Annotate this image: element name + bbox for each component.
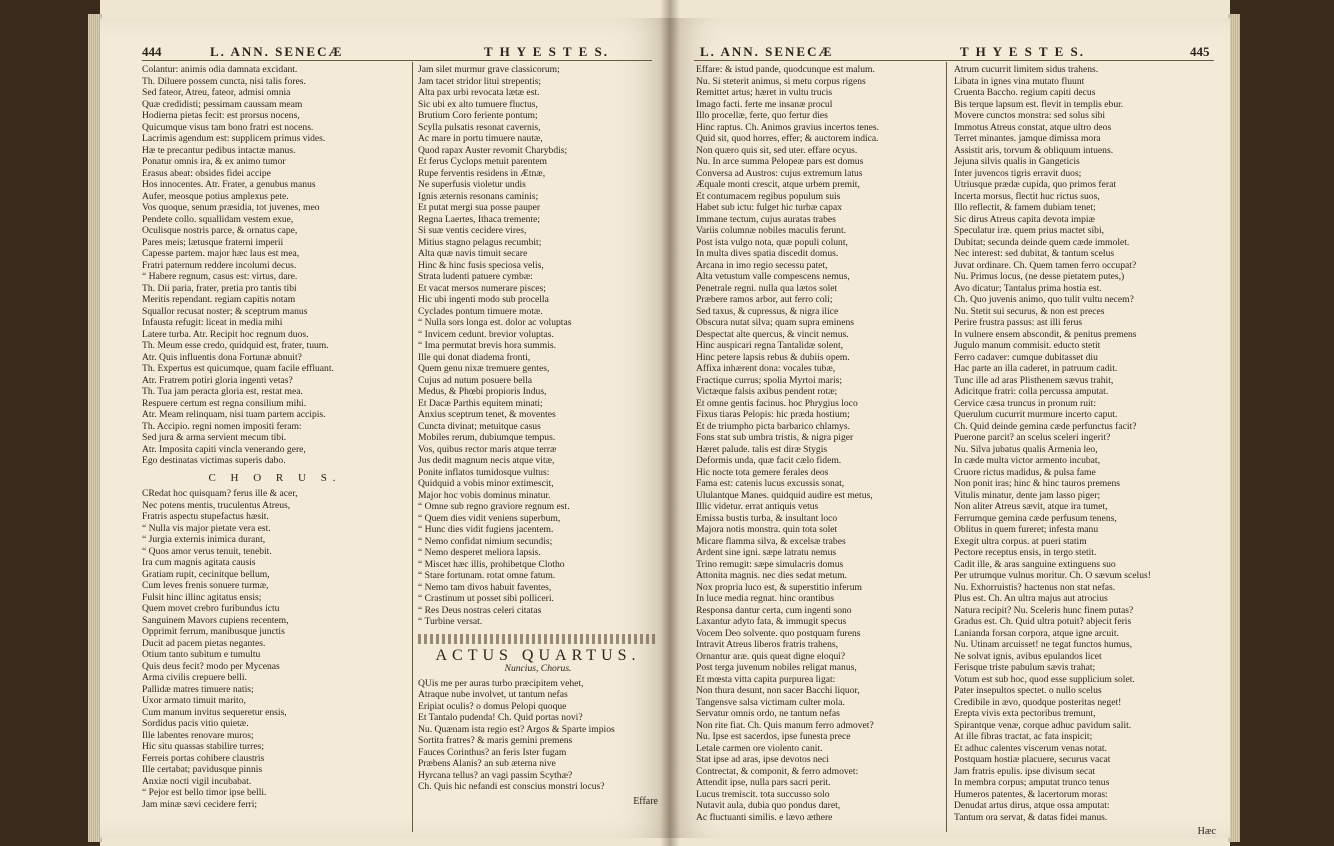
- verse-line: Et vacat mersos numerare pisces;: [418, 282, 546, 294]
- verse-line: Th. Diluere possem cuncta, nisi talis fores.: [142, 75, 306, 87]
- verse-line: Majora notis monstra. quin tota solet: [696, 524, 838, 535]
- verse-line: Uxor armato timuit marito,: [142, 695, 246, 706]
- verse-line: Erepta vivis exta pectoribus tremunt,: [954, 708, 1096, 719]
- verse-line: Ch. Quo juvenis animo, quo tulit vultu necem?: [954, 294, 1134, 305]
- verse-line: Cervice cæsa truncus in pronum ruit:: [954, 397, 1097, 409]
- verse-line: Quem genu nixæ tremuere gentes,: [418, 363, 550, 374]
- verse-line: Perire frustra passus: ast illi ferus: [954, 317, 1083, 328]
- verse-line: Cujus ad nutum posuere bella: [418, 374, 533, 386]
- verse-line: QUis me per auras turbo præcipitem vehet,: [418, 677, 584, 689]
- verse-line: Rupe ferventis residens in Ætnæ,: [418, 167, 546, 179]
- left-column-2: [418, 64, 658, 807]
- verse-line: Quod rapax Auster revomit Charybdis;: [418, 144, 568, 156]
- verse-line: “ Ima permutat brevis hora summis.: [418, 340, 557, 351]
- verse-line: CRedat hoc quisquam? ferus ille & acer,: [142, 488, 298, 499]
- verse-line: Fratris aspectu stupefactus hæsit.: [142, 511, 269, 522]
- verse-line: Th. Tua jam peracta gloria est, restat mea.: [142, 386, 303, 397]
- verse-line: Alta pax urbi revocata lætæ est.: [418, 87, 540, 98]
- verse-line: Cum manum invitus sequeretur ensis,: [142, 706, 287, 718]
- verse-line: Atraque nube involvet, ut tantum nefas: [418, 689, 568, 700]
- verse-line: Medus, & Phœbi propioris Indus,: [418, 386, 547, 397]
- book-cover-left: [0, 0, 100, 846]
- verse-line: “ Quem dies vidit veniens superbum,: [418, 512, 561, 524]
- verse-line: Et putat mergi sua posse pauper: [418, 202, 541, 213]
- verse-line: Habet sub ictu: fulget hic turbæ capax: [696, 202, 842, 213]
- verse-line: Ducit ad pacem pietas negantes.: [142, 637, 266, 649]
- right-head-rule: [694, 60, 1214, 61]
- verse-line: Nu. Stetit sui securus, & non est preces: [954, 305, 1105, 317]
- verse-line: Th. Expertus est quicumque, quam facile effluant.: [142, 363, 334, 374]
- verse-line: Atr. Imposita capiti vincla venerando gere,: [142, 443, 306, 455]
- verse-line: Illic videtur. errat antiquis vetus: [696, 501, 819, 512]
- verse-line: Avo dicatur; Tantalus prima hostia est.: [954, 282, 1102, 294]
- right-col2-lines: [954, 64, 1216, 823]
- verse-line: Bis terque lapsum est. flevit in templis ebur.: [954, 98, 1124, 110]
- verse-line: Opprimit ferrum, manibusque junctis: [142, 626, 285, 637]
- verse-line: Ac mare in portu timuere nautæ,: [418, 133, 543, 144]
- verse-line: Post terga juvenum nobiles religat manus,: [696, 662, 857, 673]
- verse-line: “ Stare fortunam. rotat omne fatum.: [418, 570, 556, 581]
- verse-line: Gratiam rupit, cecinitque bellum,: [142, 568, 270, 580]
- verse-line: Et omne gentis facinus. hoc Phrygius loco: [696, 397, 858, 409]
- verse-line: Præbens Alanis? an sub æterna nive: [418, 758, 556, 769]
- verse-line: Ferisque triste pabulum sævis trahat;: [954, 662, 1096, 673]
- verse-line: Th. Dii paria, frater, pretia pro tantis tibi: [142, 282, 297, 294]
- verse-line: Cruenta Baccho. regium capiti decus: [954, 87, 1096, 98]
- verse-line: Atr. Quis influentis dona Fortunæ abnuit?: [142, 351, 302, 363]
- verse-line: Respuere certum est regna consilium mihi.: [142, 397, 307, 409]
- chorus-heading: C H O R U S.: [208, 471, 342, 484]
- verse-line: Th. Accipio. regni nomen impositi feram:: [142, 420, 302, 432]
- verse-line: Nu. Si steterit animus, si metu corpus rigens: [696, 75, 866, 87]
- verse-line: Sic dirus Atreus capita devota impiæ: [954, 213, 1095, 225]
- verse-line: Squallor recusat noster; & sceptrum manus: [142, 305, 308, 317]
- verse-line: Denudat artus dirus, atque ossa amputat:: [954, 800, 1110, 811]
- verse-line: Fractique currus; spolia Myrtoi maris;: [696, 374, 843, 386]
- verse-line: Per utrumque vulnus moritur. Ch. O sævum scelus!: [954, 570, 1151, 581]
- verse-line: Nu. Silva jubatus qualis Armenia leo,: [954, 443, 1098, 455]
- verse-line: Ferro cadaver: cumque dubitasset diu: [954, 351, 1098, 363]
- verse-line: Latere turba. Atr. Recipit hoc regnum duos.: [142, 328, 309, 340]
- book-cover-right: [1230, 0, 1334, 846]
- verse-line: Lanianda forsan corpora, atque igne arcuit.: [954, 627, 1119, 639]
- verse-line: Fons stat sub umbra tristis, & nigra piger: [696, 432, 854, 443]
- verse-line: Pares meis; lætusque fraterni imperii: [142, 236, 284, 248]
- verse-line: Et Dacæ Parthis equitem minati;: [418, 397, 543, 409]
- verse-line: Ferreis portas cohibere claustris: [142, 752, 265, 764]
- verse-line: “ Nemo desperet meliora lapsis.: [418, 547, 541, 558]
- verse-line: Humeros patentes, & lacertorum moras:: [954, 788, 1108, 800]
- verse-line: Cadit ille, & aras sanguine extinguens suo: [954, 558, 1116, 570]
- verse-line: Pater insepultos spectet. o nullo scelus: [954, 685, 1102, 696]
- verse-line: “ Jurgia externis inimica durant,: [142, 534, 266, 545]
- verse-line: Hinc auspicari regna Tantalidæ solent,: [696, 340, 844, 351]
- verse-line: Spirantque venæ, corque adhuc pavidum salit.: [954, 719, 1132, 731]
- verse-line: Lacrimis agendum est: supplicem primus vides.: [142, 133, 326, 144]
- verse-line: Alta vetustum valle compescens nemus,: [696, 271, 850, 282]
- verse-line: Affixa inhærent dona: vocales tubæ,: [696, 363, 836, 374]
- verse-line: “ Omne sub regno graviore regnum est.: [418, 501, 570, 512]
- verse-line: At ille fibras tractat, ac fata inspicit;: [954, 731, 1093, 742]
- verse-line: Hic nocte tota gemere ferales deos: [696, 466, 829, 478]
- verse-line: Nu. Quænam ista regio est? Argos & Sparte impios: [418, 723, 615, 735]
- left-folio: 444: [142, 44, 162, 59]
- verse-line: “ Pejor est bello timor ipse belli.: [142, 787, 267, 798]
- verse-line: Puerone parcit? an scelus sceleri ingerit?: [954, 432, 1111, 443]
- right-column-1: [696, 64, 942, 823]
- verse-line: Ornantur aræ. quis queat digne eloqui?: [696, 650, 846, 662]
- verse-line: Hic ubi ingenti modo sub procella: [418, 294, 549, 305]
- verse-line: Deformis unda, quæ facit cælo fidem.: [696, 455, 842, 466]
- verse-line: Non rite fiat. Ch. Quis manum ferro admovet?: [696, 719, 874, 731]
- verse-line: Micare flamma silva, & excelsæ trabes: [696, 535, 846, 547]
- verse-line: Mitius stagno pelagus recumbit;: [418, 236, 542, 248]
- verse-line: Speculatur iræ. quem prius mactet sibi,: [954, 225, 1105, 236]
- verse-line: Jejuna silvis qualis in Gangeticis: [954, 156, 1080, 167]
- right-column-rule: [946, 62, 947, 832]
- verse-line: Eripiat oculis? o domus Pelopi quoque: [418, 700, 567, 712]
- verse-line: Obscura nutat silva; quam supra eminens: [696, 317, 854, 328]
- right-running-head: L. ANN. SENECÆ: [700, 44, 834, 59]
- verse-line: Si suæ ventis cecidere vires,: [418, 225, 527, 236]
- verse-line: Pendete collo. squallidam vestem exue,: [142, 213, 294, 225]
- verse-line: “ Quos amor verus tenuit, tenebit.: [142, 545, 272, 557]
- verse-line: Hyrcana tellus? an vagi passim Scythæ?: [418, 769, 573, 781]
- verse-line: Aufer, meosque potius amplexus pete.: [142, 190, 289, 202]
- verse-line: “ Res Deus nostras celeri citatas: [418, 604, 542, 616]
- verse-line: Hodierna pietas fecit: est prorsus nocens,: [142, 110, 300, 121]
- verse-line: Alta quæ navis timuit secare: [418, 248, 528, 259]
- verse-line: Nutavit aula, dubia quo pondus daret,: [696, 800, 841, 811]
- verse-line: Nu. Primus locus, (ne desse pietatem putes,): [954, 271, 1125, 282]
- verse-line: Præbere ramos arbor, aut ferro coli;: [696, 294, 833, 305]
- verse-line: Fulsit hinc illinc agitatus ensis;: [142, 591, 262, 603]
- verse-line: Movere cunctos monstra: sed solus sibi: [954, 110, 1106, 121]
- verse-line: Cuncta divinat; metuitque casus: [418, 420, 541, 432]
- verse-line: Libata in ignes vina mutato fluunt: [954, 75, 1085, 87]
- verse-line: Quicumque visus tam bono fratri est nocens.: [142, 121, 314, 133]
- verse-line: Illo reflectit, & famem dubiam tenet;: [954, 202, 1096, 213]
- verse-line: Sordidus pacis vitio quietæ.: [142, 718, 249, 729]
- verse-line: Nu. Ipse est sacerdos, ipse funesta prece: [696, 731, 851, 742]
- verse-line: “ Crastinum ut posset sibi polliceri.: [418, 593, 554, 604]
- verse-line: Adicitque fratri: colla percussa amputat.: [954, 386, 1109, 397]
- verse-line: “ Habere regnum, casus est: virtus, dare.: [142, 271, 298, 282]
- verse-line: Infausta refugit: liceat in media mihi: [142, 317, 283, 328]
- verse-line: Conversa ad Austros: cujus extremum latus: [696, 167, 863, 179]
- verse-line: Tunc ille ad aras Plisthenem sævus trahit,: [954, 374, 1114, 386]
- verse-line: Laxantur adyto fata, & immugit specus: [696, 616, 847, 627]
- verse-line: Ego destinatas victimas superis dabo.: [142, 455, 286, 466]
- verse-line: Nu. In arce summa Pelopeæ pars est domus: [696, 156, 864, 167]
- verse-line: Hinc & hinc fusis speciosa velis,: [418, 259, 544, 271]
- verse-line: Intravit Atreus liberos fratris trahens,: [696, 639, 838, 650]
- verse-line: Nox propria luco est, & superstitio inferum: [696, 581, 862, 593]
- ornament-band: [418, 634, 658, 644]
- verse-line: Gradus est. Ch. Quid ultra potuit? abjecit feris: [954, 616, 1132, 627]
- verse-line: Atr. Meam relinquam, nisi tuam partem accipis.: [142, 409, 326, 420]
- verse-line: Ardent sine igni. sæpe latratu nemus: [696, 547, 837, 558]
- verse-line: Mobiles rerum, dubiumque tempus.: [418, 432, 556, 443]
- verse-line: Strata ludenti patuere cymbæ:: [418, 271, 533, 282]
- verse-line: Variis columnæ nobiles maculis ferunt.: [696, 225, 847, 236]
- left-col2b-lines: [418, 678, 658, 793]
- verse-line: Jam fratris epulis. ipse divisum secat: [954, 765, 1096, 777]
- actus-heading: ACTUS QUARTUS.: [435, 646, 641, 664]
- verse-line: Immotus Atreus constat, atque ultro deos: [954, 121, 1112, 133]
- verse-line: Ponite inflatos tumidosque vultus:: [418, 466, 550, 478]
- verse-line: Pallidæ matres timuere natis;: [142, 683, 254, 695]
- verse-line: In luce media regnat. hinc orantibus: [696, 593, 834, 604]
- verse-line: Responsa dantur certa, cum ingenti sono: [696, 604, 852, 616]
- verse-line: Imago facti. ferte me insanæ procul: [696, 98, 833, 110]
- left-catchword: Effare: [633, 795, 658, 807]
- verse-line: Natura recipit? Nu. Sceleris hunc finem putas?: [954, 604, 1134, 616]
- verse-line: Quidquid a vobis minor extimescit,: [418, 478, 554, 489]
- verse-line: Ponatur omnis ira, & ex animo tumor: [142, 156, 286, 167]
- verse-line: Capesse partem. major hæc laus est mea,: [142, 248, 300, 259]
- verse-line: Non ponit iras; hinc & hinc tauros premens: [954, 478, 1120, 489]
- book-gutter: [660, 0, 680, 846]
- verse-line: Penetrale regni. nulla qua lætos solet: [696, 282, 838, 294]
- verse-line: Plus est. Ch. An ultra majus aut atrocius: [954, 593, 1108, 604]
- verse-line: In membra corpus; amputat trunco tenus: [954, 777, 1110, 788]
- verse-line: Immane tectum, cujus auratas trabes: [696, 213, 836, 225]
- verse-line: Assistit aris, torvum & obliquum intuens.: [954, 144, 1114, 156]
- verse-line: Hæret palude. talis est diræ Stygis: [696, 443, 828, 455]
- verse-line: Ch. Quis hic nefandi est conscius monstri locus?: [418, 781, 605, 792]
- verse-line: Arcana in imo regio secessu patet,: [696, 259, 828, 271]
- verse-line: Ignis æternis resonans caminis;: [418, 190, 539, 202]
- verse-line: Post ista vulgo nota, quæ populi colunt,: [696, 236, 848, 248]
- verse-line: Scylla pulsatis resonat cavernis,: [418, 121, 541, 133]
- verse-line: Th. Meum esse credo, quidquid est, frater, tuum.: [142, 340, 329, 351]
- verse-line: Fratri paternum reddere incolumi decus.: [142, 259, 297, 271]
- verse-line: Effare: & istud pande, quodcunque est malum.: [696, 64, 875, 75]
- left-col2-lines: [418, 64, 658, 628]
- verse-line: Quem movet crebro furibundus ictu: [142, 603, 280, 614]
- verse-line: Letale carmen ore violento canit.: [696, 742, 823, 754]
- verse-line: Sed jura & arma servient mecum tibi.: [142, 432, 287, 443]
- verse-line: Jam silet murmur grave classicorum;: [418, 64, 560, 75]
- verse-line: “ Turbine versat.: [418, 616, 483, 627]
- verse-line: Stat ipse ad aras, ipse devotos neci: [696, 754, 829, 765]
- verse-line: Quid sit, quod horres, effer; & auctorem indica.: [696, 133, 879, 144]
- verse-line: Sanguinem Mavors cupiens recentem,: [142, 614, 289, 626]
- verse-line: “ Invicem cedunt. brevior voluptas.: [418, 328, 554, 340]
- verse-line: Arma civilis crepuere belli.: [142, 672, 247, 683]
- verse-line: Quæ credidisti; pessimam caussam meam: [142, 98, 303, 110]
- verse-line: Major hoc vobis dominus minatur.: [418, 489, 551, 501]
- verse-line: Inter juvencos tigris erravit duos;: [954, 167, 1082, 179]
- verse-line: Querulum cucurrit murmure incerto caput.: [954, 409, 1118, 420]
- verse-line: “ Nemo confidat nimium secundis;: [418, 535, 553, 547]
- verse-line: Victæque falsis axibus pendent rotæ;: [696, 386, 838, 397]
- verse-line: Attonita magnis. nec dies sedat metum.: [696, 570, 848, 581]
- left-running-head-title: T H Y E S T E S.: [484, 44, 609, 59]
- verse-line: In cæde multa victor armento incubat,: [954, 455, 1100, 466]
- verse-line: Dubitat; secunda deinde quem cæde immolet.: [954, 236, 1130, 248]
- verse-line: Sed taxus, & cupressus, & nigra ilice: [696, 305, 839, 317]
- verse-line: Vos, quibus rector maris atque terræ: [418, 443, 557, 455]
- left-head-rule: [142, 60, 652, 61]
- right-running-head-title: T H Y E S T E S.: [960, 44, 1085, 59]
- verse-line: Emissa bustis turba, & insultant loco: [696, 512, 838, 524]
- verse-line: Æquale monti crescit, atque urbem premit,: [696, 179, 860, 190]
- verse-line: Non thura desunt, non sacer Bacchi liquor,: [696, 685, 860, 696]
- verse-line: “ Hunc dies vidit fugiens jacentem.: [418, 524, 554, 535]
- left-running-head: L. ANN. SENECÆ: [210, 44, 344, 59]
- verse-line: Ch. Quid deinde gemina cæde perfunctus facit?: [954, 420, 1137, 432]
- right-page: [670, 18, 1230, 838]
- verse-line: Ille certabat; pavidusque pinnis: [142, 764, 263, 775]
- verse-line: Exegit ultra corpus. at pueri statim: [954, 535, 1087, 547]
- verse-line: Nu. Utinam arcuisset! ne tegat functos humus,: [954, 639, 1132, 650]
- verse-line: Hinc raptus. Ch. Animos gravius incertos tenes.: [696, 121, 880, 133]
- verse-line: In vulnere ensem abscondit, & penitus premens: [954, 328, 1137, 340]
- verse-line: Meritis rependant. regiam capitis notam: [142, 294, 296, 305]
- right-col1-lines: [696, 64, 942, 823]
- verse-line: Trino remugit: sæpe simulacris domus: [696, 558, 844, 570]
- verse-line: Contrectat, & componit, & ferro admovet:: [696, 765, 859, 777]
- verse-line: Anxiæ nocti vigil incubabat.: [142, 775, 252, 787]
- verse-line: Sortita fratres? & maris gemini premens: [418, 735, 573, 746]
- left-col1-lines: [142, 64, 408, 467]
- verse-line: Cum leves frenis sonuere turmæ,: [142, 580, 269, 591]
- verse-line: Vitulis minatur, dente jam lasso piger;: [954, 489, 1101, 501]
- verse-line: Jam tacet stridor litui strepentis;: [418, 75, 542, 87]
- verse-line: Juvat ordinare. Ch. Quem tamen ferro occupat?: [954, 259, 1137, 271]
- verse-line: Ille labentes renovare muros;: [142, 729, 254, 741]
- verse-line: Jam minæ sævi cecidere ferri;: [142, 798, 258, 810]
- verse-line: Et contumacem regibus populum suis: [696, 190, 841, 202]
- verse-line: Utriusque prædæ cupida, quo primos ferat: [954, 179, 1116, 190]
- verse-line: Illo procellæ, ferte, quo fertur dies: [696, 110, 828, 121]
- verse-line: Vos quoque, senum præsidia, tot juvenes, meo: [142, 202, 320, 213]
- verse-line: Hæ te precantur pedibus intactæ manus.: [142, 144, 296, 156]
- verse-line: Hac parte an illa caderet, in patruum cadit.: [954, 363, 1118, 374]
- verse-line: Ac fluctuanti similis. e lævo æthere: [696, 811, 833, 823]
- verse-line: Et ferus Cyclops metuit parentem: [418, 156, 547, 167]
- verse-line: Pectore receptus ensis, in tergo stetit.: [954, 547, 1097, 558]
- verse-line: Otium tanto subitum e tumultu: [142, 649, 261, 660]
- verse-line: Non aliter Atreus sævit, atque ira tumet,: [954, 501, 1108, 512]
- verse-line: Despectat alte quercus, & vincit nemus.: [696, 328, 849, 340]
- verse-line: Ira cum magnis agitata causis: [142, 557, 256, 568]
- verse-line: Et adhuc calentes viscerum venas notat.: [954, 742, 1107, 754]
- verse-line: Hinc petere lapsis rebus & dubiis opem.: [696, 351, 850, 363]
- verse-line: Sic ubi ex alto tumuere fluctus,: [418, 98, 538, 110]
- right-catchword: Hæc: [1197, 826, 1216, 837]
- verse-line: Erasus abeat: obsides fidei accipe: [142, 167, 271, 179]
- left-col1b-lines: [142, 488, 408, 810]
- verse-line: Nec potens mentis, truculentus Atreus,: [142, 499, 291, 511]
- verse-line: Oblitus in quem fureret; infesta manu: [954, 524, 1099, 535]
- verse-line: Ululantque Manes. quidquid audire est metus,: [696, 489, 873, 501]
- right-column-2: [954, 64, 1216, 838]
- verse-line: Fixus tiaras Pelopis: hic præda hostium;: [696, 409, 850, 420]
- verse-line: Sed fateor, Atreu, fateor, admisi omnia: [142, 87, 291, 98]
- verse-line: Ne solvat ignis, avibus epulandos licet: [954, 650, 1102, 662]
- verse-line: Credibile in ævo, quodque posteritas neget!: [954, 696, 1122, 708]
- verse-line: Jus dedit magnum necis atque vitæ,: [418, 455, 555, 466]
- verse-line: Oculisque nostris parce, & ornatus cape,: [142, 225, 298, 236]
- left-column-1: [142, 64, 408, 810]
- verse-line: Lucus tremiscit. tota succusso solo: [696, 788, 830, 800]
- verse-line: Et mœsta vitta capita purpurea ligat:: [696, 673, 836, 685]
- verse-line: In multa dives spatia discedit domus.: [696, 248, 839, 259]
- verse-line: Servatur omnis ordo, ne tantum nefas: [696, 708, 840, 719]
- verse-line: Fama est: catenis lucus excussis sonat,: [696, 478, 845, 489]
- verse-line: Fauces Corinthus? an feris Ister fugam: [418, 746, 567, 758]
- verse-line: Cyclades pontum timuere motæ.: [418, 305, 543, 317]
- verse-line: Hos innocentes. Atr. Frater, a genubus manus: [142, 179, 316, 190]
- right-folio: 445: [1190, 44, 1210, 59]
- verse-line: Quis deus fecit? modo per Mycenas: [142, 660, 280, 672]
- verse-line: Remittet artus; hæret in vultu trucis: [696, 87, 833, 98]
- verse-line: Non quæro quis sit, sed uter. effare ocyus.: [696, 144, 858, 156]
- verse-line: Incerta morsus, flectit huc rictus suos,: [954, 190, 1100, 202]
- verse-line: Tantum ora servat, & datas fidei manus.: [954, 811, 1108, 823]
- verse-line: Atr. Fratrem potiri gloria ingenti vetas?: [142, 374, 293, 386]
- verse-line: Brutium Coro feriente pontum;: [418, 110, 538, 121]
- verse-line: Ferrumque gemina cæde perfusum tenens,: [954, 512, 1117, 524]
- left-page: [100, 18, 670, 838]
- verse-line: Atrum cucurrit limitem sidus trahens.: [954, 64, 1099, 75]
- verse-line: Colantur: animis odia damnata excidant.: [142, 64, 298, 75]
- verse-line: Jugulo manum commisit. educto stetit: [954, 340, 1101, 351]
- verse-line: “ Nulla vis major pietate vera est.: [142, 522, 271, 534]
- verse-line: Cruore rictus madidus, & pulsa fame: [954, 466, 1096, 478]
- verse-line: Et Tantalo pudenda! Ch. Quid portas novi?: [418, 712, 583, 723]
- verse-line: “ Miscet hæc illis, prohibetque Clotho: [418, 558, 565, 570]
- verse-line: Attendit ipse, nulla pars sacri perit.: [696, 777, 831, 788]
- verse-line: “ Nulla sors longa est. dolor ac voluptas: [418, 317, 572, 328]
- verse-line: Anxius sceptrum tenet, & moventes: [418, 409, 556, 420]
- verse-line: Hic situ quassas stabilire turres;: [142, 741, 265, 752]
- verse-line: Ne superfusis violetur undis: [418, 179, 526, 190]
- left-column-rule: [412, 62, 413, 832]
- verse-line: Et de triumpho picta barbarico chlamys.: [696, 420, 850, 432]
- verse-line: Votum est sub hoc, quod esse supplicium solet.: [954, 673, 1135, 685]
- verse-line: Tangensve salsa victimam culter mola.: [696, 696, 845, 708]
- actus-persons: Nuncius, Chorus.: [504, 663, 572, 674]
- verse-line: “ Nemo tam divos habuit faventes,: [418, 581, 552, 593]
- verse-line: Ille qui donat diadema fronti,: [418, 351, 531, 363]
- verse-line: Nu. Exhorruistis? hactenus non stat nefas.: [954, 581, 1116, 593]
- verse-line: Terret minantes. jamque dimissa mora: [954, 133, 1101, 144]
- verse-line: Regna Laertes, Ithaca tremente;: [418, 213, 540, 225]
- verse-line: Nec interest: sed dubitat, & tantum scelus: [954, 248, 1115, 259]
- verse-line: Postquam hostiæ placuere, securus vacat: [954, 754, 1111, 765]
- verse-line: Vocem Deo solvente. quo postquam furens: [696, 627, 861, 639]
